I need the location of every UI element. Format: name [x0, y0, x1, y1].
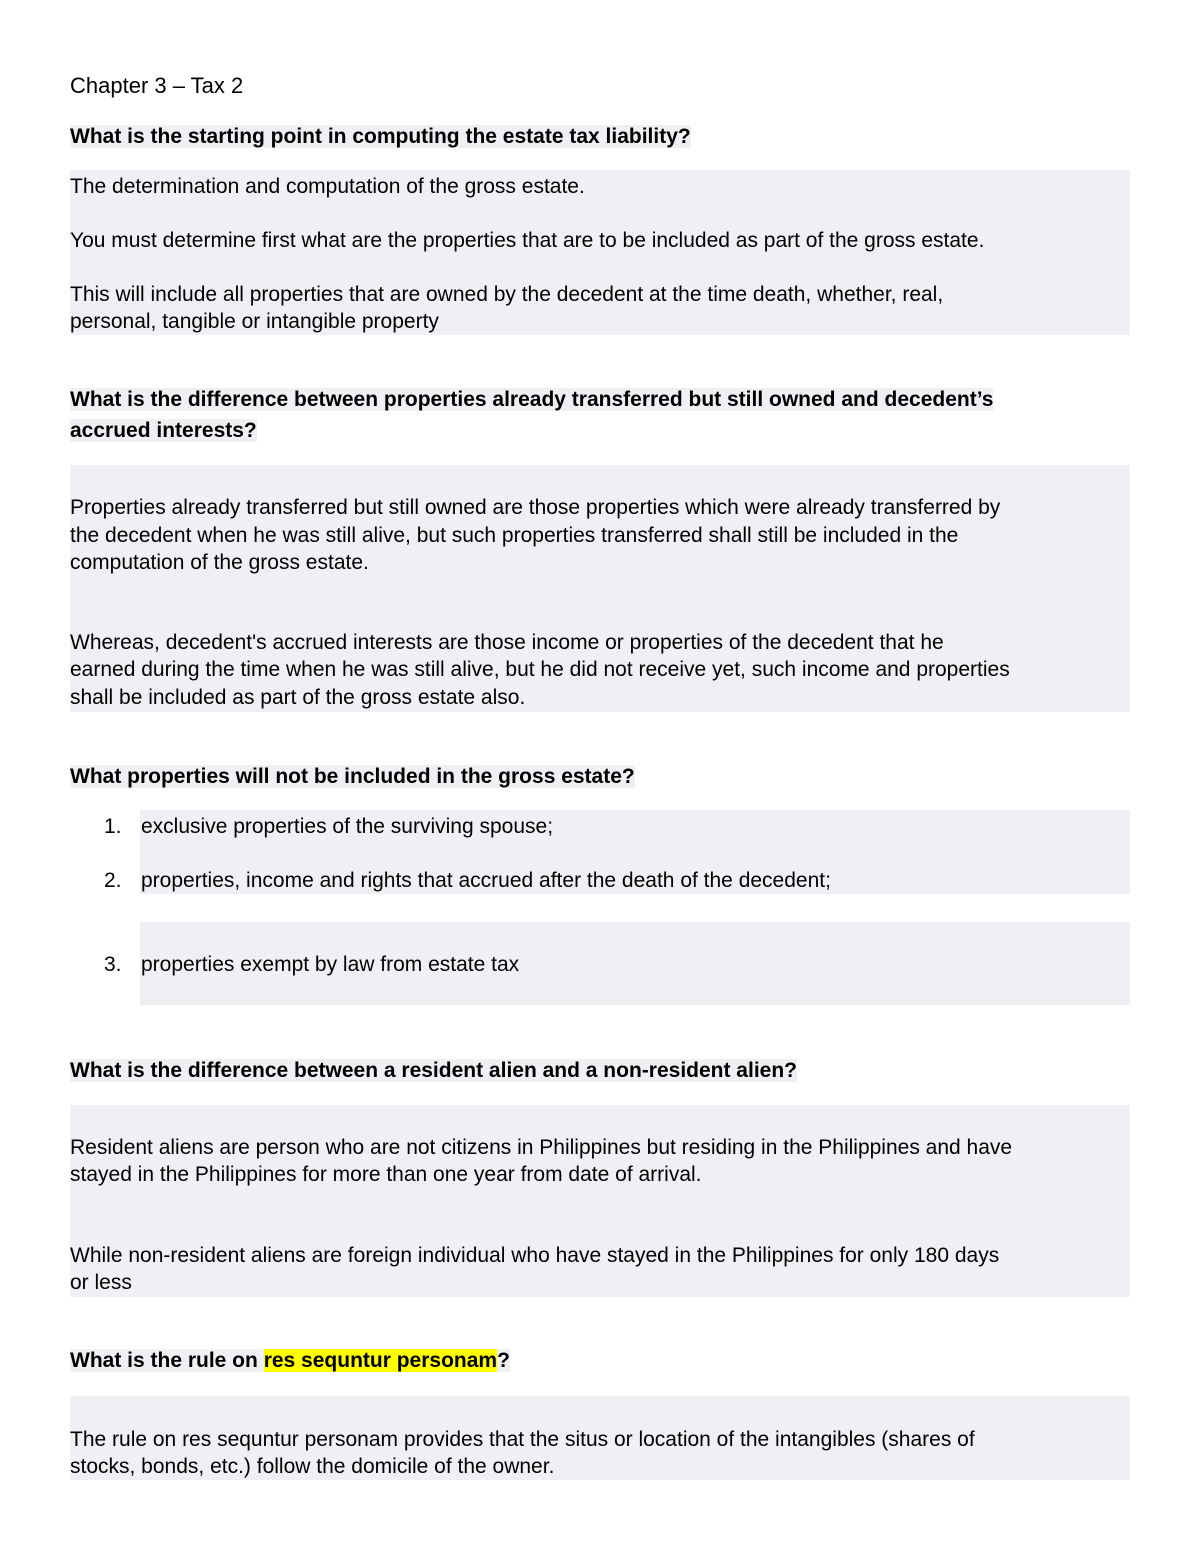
list-number-3: 3.	[104, 953, 122, 976]
answer-2-line-5: earned during the time when he was still alive, but he did not receive yet, such income and properties	[70, 658, 1010, 681]
answer-5-line-1: The rule on res sequntur personam provides that the situs or location of the intangibles (shares of	[70, 1428, 975, 1451]
answer-4-line-4: or less	[70, 1271, 132, 1294]
question-3: What properties will not be included in the gross estate?	[70, 765, 635, 788]
answer-4-line-1: Resident aliens are person who are not citizens in Philippines but residing in the Philippines and have	[70, 1136, 1013, 1159]
answer-2-line-6: shall be included as part of the gross estate also.	[70, 686, 526, 709]
answer-2-line-3: computation of the gross estate.	[70, 551, 369, 574]
page-title: Chapter 3 – Tax 2	[70, 73, 244, 98]
answer-1-line-4: personal, tangible or intangible property	[70, 310, 439, 333]
answer-1-line-2: You must determine first what are the properties that are to be included as part of the gross estate.	[70, 229, 985, 252]
list-item-3: properties exempt by law from estate tax	[141, 953, 520, 976]
question-5: What is the rule on res sequntur personam?	[70, 1349, 510, 1372]
answer-5-line-2: stocks, bonds, etc.) follow the domicile of the owner.	[70, 1455, 555, 1478]
answer-1-line-3: This will include all properties that are owned by the decedent at the time death, whether, real,	[70, 283, 944, 306]
answer-4-line-2: stayed in the Philippines for more than one year from date of arrival.	[70, 1163, 702, 1186]
question-4: What is the difference between a resident alien and a non-resident alien?	[70, 1059, 797, 1082]
list-item-1: exclusive properties of the surviving spouse;	[141, 815, 554, 838]
list-number-1: 1.	[104, 815, 122, 838]
list-number-2: 2.	[104, 869, 122, 892]
list-item-2: properties, income and rights that accrued after the death of the decedent;	[141, 869, 831, 892]
question-2-line-2: accrued interests?	[70, 419, 257, 442]
question-2-line-1: What is the difference between properties already transferred but still owned and decedent’s	[70, 388, 994, 411]
highlighted-term: res sequntur personam	[263, 1349, 498, 1372]
answer-2-line-4: Whereas, decedent's accrued interests are those income or properties of the decedent that he	[70, 631, 944, 654]
answer-1-line-1: The determination and computation of the gross estate.	[70, 175, 585, 198]
answer-2-line-1: Properties already transferred but still owned are those properties which were already transferred by	[70, 496, 1001, 519]
question-1: What is the starting point in computing the estate tax liability?	[70, 125, 691, 148]
answer-2-line-2: the decedent when he was still alive, but such properties transferred shall still be included in the	[70, 524, 959, 547]
answer-4-line-3: While non-resident aliens are foreign individual who have stayed in the Philippines for only 180 days	[70, 1244, 1000, 1267]
